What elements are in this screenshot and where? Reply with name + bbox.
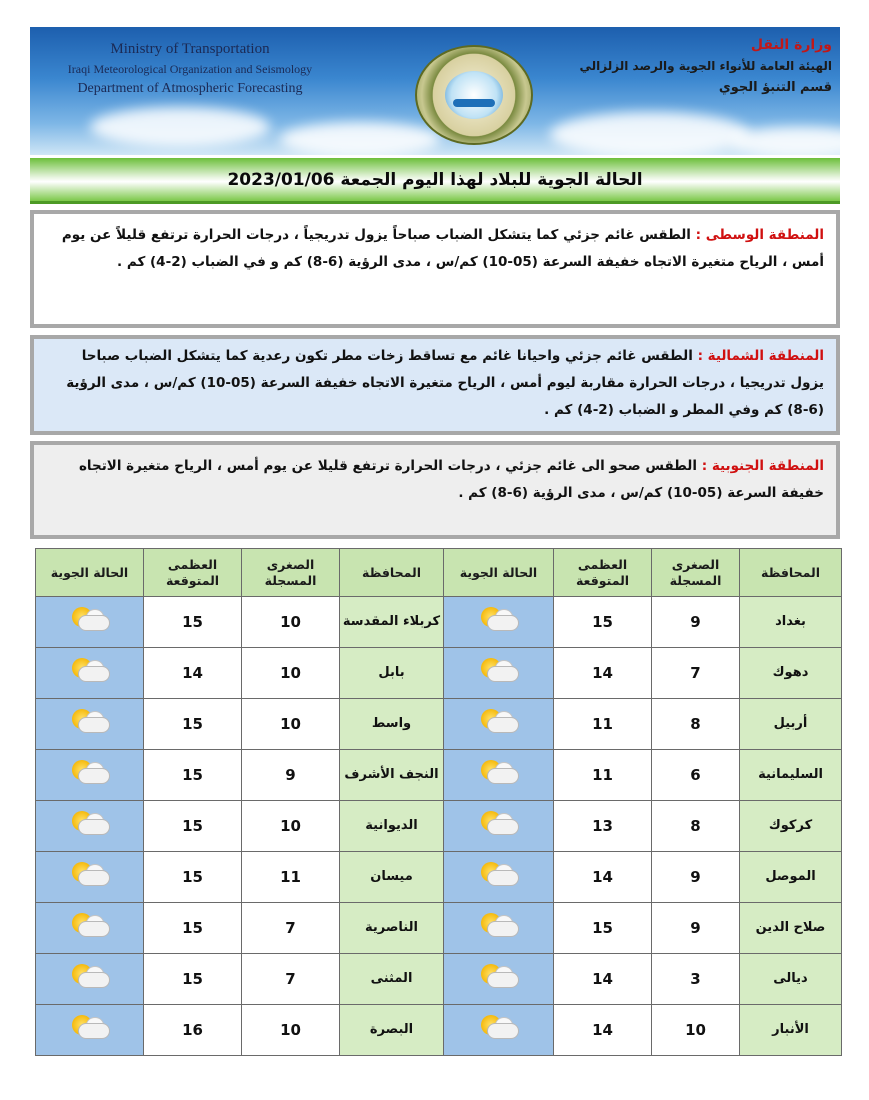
province-cell: صلاح الدين (740, 903, 842, 954)
province-cell: ميسان (340, 852, 444, 903)
condition-cell (36, 750, 144, 801)
min-temp-cell: 7 (242, 903, 340, 954)
header-max-right: العظمى المتوقعة (554, 549, 652, 597)
min-temp-cell: 9 (652, 903, 740, 954)
province-cell: السليمانية (740, 750, 842, 801)
organization-logo-icon (415, 45, 533, 145)
partly-cloudy-icon (477, 862, 521, 888)
condition-cell (36, 1005, 144, 1056)
partly-cloudy-icon (68, 760, 112, 786)
max-temp-cell: 15 (554, 903, 652, 954)
ministry-name-en: Ministry of Transportation (110, 41, 270, 57)
arabic-ministry-text (532, 35, 832, 98)
max-temp-cell: 16 (144, 1005, 242, 1056)
condition-cell (444, 954, 554, 1005)
condition-cell (444, 699, 554, 750)
region-southern-text: الطقس صحو الى غائم جزئي ، درجات الحرارة ترتفع قليلا عن يوم أمس ، الرياح متغيرة الاتجاه خفيفة السرعة (05-10) كم/س ، مدى الرؤية (6-8) كم . (78, 458, 824, 501)
organization-name-ar: الهيئة العامة للأنواء الجوية والرصد الزلزالي (579, 59, 832, 73)
partly-cloudy-icon (477, 709, 521, 735)
table-row (36, 699, 842, 750)
province-cell: الناصرية (340, 903, 444, 954)
partly-cloudy-icon (68, 607, 112, 633)
max-temp-cell: 14 (554, 1005, 652, 1056)
partly-cloudy-icon (68, 1015, 112, 1041)
min-temp-cell: 8 (652, 699, 740, 750)
max-temp-cell: 15 (144, 852, 242, 903)
condition-cell (444, 648, 554, 699)
region-northern-label: المنطقة الشمالية : (697, 348, 824, 364)
table-row (36, 1005, 842, 1056)
province-cell: النجف الأشرف (340, 750, 444, 801)
header-condition-right: الحالة الجوية (444, 549, 554, 597)
min-temp-cell: 9 (652, 597, 740, 648)
region-northern (30, 335, 840, 435)
province-cell: بغداد (740, 597, 842, 648)
partly-cloudy-icon (68, 964, 112, 990)
province-cell: بابل (340, 648, 444, 699)
province-cell: الديوانية (340, 801, 444, 852)
province-cell: كربلاء المقدسة (340, 597, 444, 648)
min-temp-cell: 7 (652, 648, 740, 699)
province-cell: الأنبار (740, 1005, 842, 1056)
partly-cloudy-icon (477, 913, 521, 939)
partly-cloudy-icon (477, 760, 521, 786)
min-temp-cell: 3 (652, 954, 740, 1005)
province-cell: كركوك (740, 801, 842, 852)
condition-cell (444, 597, 554, 648)
condition-cell (444, 852, 554, 903)
condition-cell (36, 801, 144, 852)
min-temp-cell: 10 (652, 1005, 740, 1056)
table-row (36, 750, 842, 801)
organization-name-en: Iraqi Meteorological Organization and Seismology (67, 62, 313, 76)
min-temp-cell: 9 (652, 852, 740, 903)
min-temp-cell: 10 (242, 597, 340, 648)
partly-cloudy-icon (68, 862, 112, 888)
table-body (36, 597, 842, 1056)
min-temp-cell: 10 (242, 1005, 340, 1056)
region-northern-text: الطقس غائم جزئي واحيانا غائم مع تساقط زخات مطر تكون رعدية كما يتشكل الضباب صباحا يزول تدريجيا ، درجات الحرارة مقاربة ليوم أمس ، الرياح متغيرة الاتجاه خفيفة السرعة (05-10) كم/س ، مدى الرؤية (6-8) كم وفي المطر و الضباب (2-4) كم . (66, 348, 824, 418)
partly-cloudy-icon (68, 709, 112, 735)
min-temp-cell: 9 (242, 750, 340, 801)
header-province-right: المحافظة (740, 549, 842, 597)
partly-cloudy-icon (477, 811, 521, 837)
max-temp-cell: 15 (144, 954, 242, 1005)
max-temp-cell: 11 (554, 750, 652, 801)
max-temp-cell: 15 (144, 801, 242, 852)
province-cell: الموصل (740, 852, 842, 903)
partly-cloudy-icon (477, 1015, 521, 1041)
table-row (36, 801, 842, 852)
condition-cell (444, 750, 554, 801)
min-temp-cell: 10 (242, 801, 340, 852)
condition-cell (444, 1005, 554, 1056)
condition-cell (36, 597, 144, 648)
table-row (36, 903, 842, 954)
province-cell: ديالى (740, 954, 842, 1005)
max-temp-cell: 14 (554, 648, 652, 699)
page-title: الحالة الجوية للبلاد لهذا اليوم الجمعة 2023/01/06 (227, 169, 643, 190)
region-central (30, 210, 840, 328)
max-temp-cell: 15 (554, 597, 652, 648)
max-temp-cell: 14 (144, 648, 242, 699)
department-name-ar: قسم التنبؤ الجوي (718, 80, 832, 95)
partly-cloudy-icon (68, 811, 112, 837)
header-condition-left: الحالة الجوية (36, 549, 144, 597)
max-temp-cell: 15 (144, 903, 242, 954)
province-cell: البصرة (340, 1005, 444, 1056)
table-row (36, 648, 842, 699)
min-temp-cell: 10 (242, 648, 340, 699)
header-min-right: الصغرى المسجلة (652, 549, 740, 597)
table-row (36, 954, 842, 1005)
partly-cloudy-icon (477, 964, 521, 990)
title-bar (30, 158, 840, 204)
condition-cell (36, 903, 144, 954)
region-southern (30, 441, 840, 539)
partly-cloudy-icon (477, 607, 521, 633)
header-banner (30, 27, 840, 155)
partly-cloudy-icon (68, 913, 112, 939)
condition-cell (444, 801, 554, 852)
department-name-en: Department of Atmospheric Forecasting (77, 81, 303, 96)
min-temp-cell: 10 (242, 699, 340, 750)
province-cell: دهوك (740, 648, 842, 699)
min-temp-cell: 8 (652, 801, 740, 852)
table-row (36, 597, 842, 648)
header-min-left: الصغرى المسجلة (242, 549, 340, 597)
condition-cell (444, 903, 554, 954)
condition-cell (36, 648, 144, 699)
min-temp-cell: 7 (242, 954, 340, 1005)
max-temp-cell: 15 (144, 597, 242, 648)
province-cell: أربيل (740, 699, 842, 750)
condition-cell (36, 852, 144, 903)
region-southern-label: المنطقة الجنوبية : (701, 458, 824, 474)
province-cell: المثنى (340, 954, 444, 1005)
condition-cell (36, 699, 144, 750)
max-temp-cell: 14 (554, 954, 652, 1005)
english-ministry-text (40, 39, 340, 99)
max-temp-cell: 13 (554, 801, 652, 852)
header-province-left: المحافظة (340, 549, 444, 597)
min-temp-cell: 6 (652, 750, 740, 801)
max-temp-cell: 15 (144, 699, 242, 750)
condition-cell (36, 954, 144, 1005)
region-central-text: الطقس غائم جزئي كما يتشكل الضباب صباحاً يزول تدريجياً ، درجات الحرارة ترتفع قليلاً عن يوم أمس ، الرياح متغيرة الاتجاه خفيفة السرعة (05-10) كم/س ، مدى الرؤية (6-8) كم و في الضباب (2-4) كم . (61, 227, 824, 270)
header-max-left: العظمى المتوقعة (144, 549, 242, 597)
province-cell: واسط (340, 699, 444, 750)
table-header-row (36, 549, 842, 597)
forecast-table (35, 548, 842, 1056)
table-row (36, 852, 842, 903)
max-temp-cell: 11 (554, 699, 652, 750)
partly-cloudy-icon (477, 658, 521, 684)
ministry-name-ar: وزارة النقل (750, 37, 832, 53)
region-central-label: المنطقة الوسطى : (695, 227, 824, 243)
partly-cloudy-icon (68, 658, 112, 684)
max-temp-cell: 15 (144, 750, 242, 801)
min-temp-cell: 11 (242, 852, 340, 903)
max-temp-cell: 14 (554, 852, 652, 903)
